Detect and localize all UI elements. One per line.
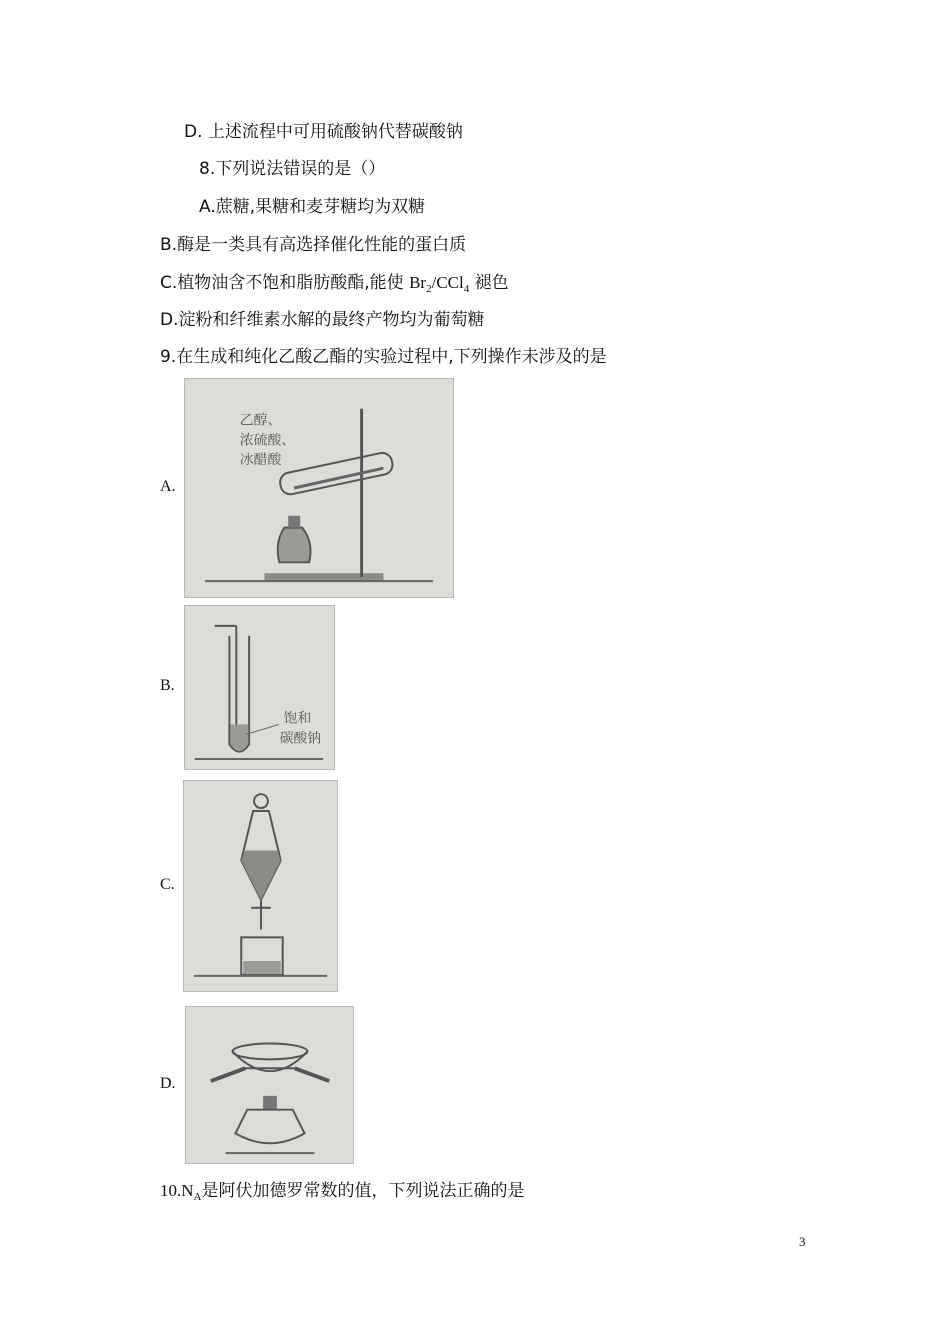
q7-option-d: D. 上述流程中可用硫酸钠代替碳酸钠 [184,122,463,142]
q9-label-d: D. [160,1075,176,1092]
figure-b-label-sodium-carbonate: 碳酸钠 [279,730,322,747]
formula-br2-ccl4 [409,273,470,295]
q10-text: 是阿伏加德罗常数的值，下列说法正确的是 [201,1181,525,1201]
q10-number: 10.N [160,1181,194,1200]
q8-option-c-tail: 褪色 [474,273,509,293]
q9-stem: 9.在生成和纯化乙酸乙酯的实验过程中,下列操作未涉及的是 [160,347,607,367]
formula-br: Br [409,273,427,292]
q9-label-c: C. [160,876,175,893]
figure-b-label-saturated: 饱和 [283,710,312,727]
q8-stem: 8.下列说法错误的是（） [199,159,386,179]
figure-a-label-acetic: 冰醋酸 [239,452,282,469]
q8-option-d: D.淀粉和纤维素水解的最终产物均为葡萄糖 [160,310,485,330]
formula-ccl: /CCl [431,273,464,292]
figure-b-drawing [185,606,334,769]
q9-label-b: B. [160,677,175,694]
formula-ccl-sub: 4 [463,283,470,295]
q9-label-a: A. [160,478,176,495]
q8-option-c-text: C.植物油含不饱和脂肪酸酯,能使 [160,273,404,293]
q8-option-c [160,272,509,294]
figure-c-separatory-funnel [183,780,338,992]
figure-a-drawing [185,379,453,597]
figure-a-heating-apparatus [184,378,454,598]
formula-br-sub: 2 [426,283,432,295]
figure-d-drawing [186,1007,353,1163]
q8-option-b: B.酶是一类具有高选择催化性能的蛋白质 [160,235,467,255]
figure-a-label-sulfuric: 浓硫酸、 [239,432,296,449]
figure-b-collection-tube [184,605,335,770]
figure-d-evaporating-dish [185,1006,354,1164]
page-number: 3 [799,1234,806,1249]
figure-a-label-ethanol: 乙醇、 [239,412,282,429]
q10-subscript: A [193,1191,202,1203]
q8-option-a: A.蔗糖,果糖和麦芽糖均为双糖 [199,197,426,217]
figure-c-drawing [184,781,337,991]
q10-stem [160,1180,524,1202]
